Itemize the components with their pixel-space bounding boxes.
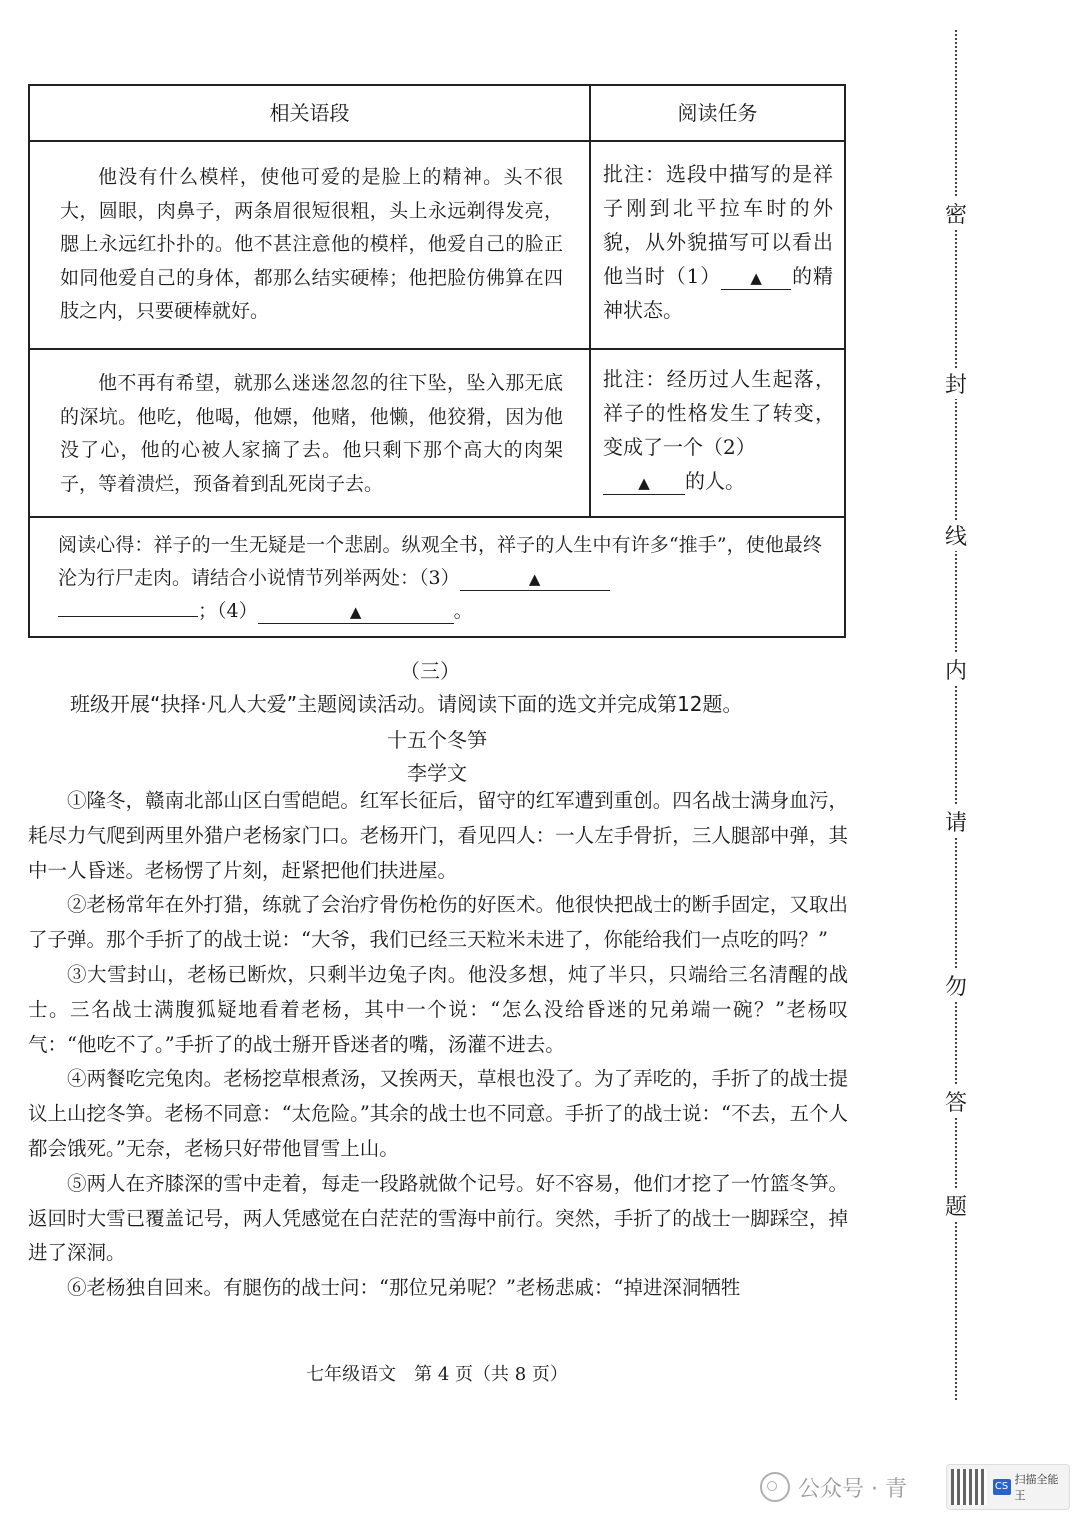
binding-char: 请 — [942, 806, 970, 837]
binding-char: 答 — [942, 1086, 970, 1117]
article-title: 十五个冬笋 — [387, 728, 487, 752]
triangle-marker-icon: ▲ — [638, 474, 650, 492]
wechat-icon — [760, 1472, 790, 1502]
task-row1-text: 批注：选段中描写的是祥子刚到北平拉车时的外貌，从外貌描写可以看出他当时（1） — [603, 162, 833, 288]
paragraph: ⑥老杨独自回来。有腿伤的战士问：“那位兄弟呢？”老杨悲戚：“掉进深洞牺牲 — [67, 1276, 741, 1300]
binding-char: 密 — [942, 198, 970, 229]
paragraph: ④两餐吃完兔肉。老杨挖草根煮汤，又挨两天，草根也没了。为了弄吃的，手折了的战士提议上山挖冬笋。老杨不同意：“太危险。”其余的战士也不同意。手折了的战士说：“不去，五个人都会饿死。”无奈，老杨只好带他冒雪上山。 — [28, 1067, 848, 1160]
qr-code-icon — [951, 1469, 987, 1505]
triangle-marker-icon: ▲ — [528, 570, 541, 588]
answer-blank-3-continued[interactable] — [58, 616, 198, 617]
triangle-marker-icon: ▲ — [750, 269, 762, 287]
table-divider — [30, 516, 844, 518]
paragraph: ②老杨常年在外打猎，练就了会治疗骨伤枪伤的好医术。他很快把战士的断手固定，又取出了子弹。那个手折了的战士说：“大爷，我们已经三天粒米未进了，你能给我们一点吃的吗？” — [28, 893, 848, 952]
stamp-label: 扫描全能王 — [1014, 1473, 1059, 1502]
section-heading: （三） — [400, 659, 460, 683]
reflection-separator: ；（4） — [198, 600, 258, 622]
passage-row2: 他不再有希望，就那么迷迷忽忽的往下坠，坠入那无底的深坑。他吃，他喝，他嫖，他赌，他懒，他狡猾，因为他没了心，他的心被人家摘了去。他只剩下那个高大的肉架子，等着溃烂，预备着到乱死岗子去。 — [60, 372, 563, 495]
answer-blank-2[interactable] — [603, 470, 685, 495]
table-divider — [30, 348, 844, 350]
page-footer: 七年级语文 第 4 页（共 8 页） — [306, 1364, 568, 1385]
task-row2 — [603, 362, 835, 498]
task-row2-text: 批注：经历过人生起落，祥子的性格发生了转变，变成了一个（2） — [603, 367, 835, 459]
binding-char: 内 — [942, 654, 970, 685]
binding-char: 线 — [942, 520, 970, 551]
task-row1-suffix: 的精神状态。 — [603, 264, 834, 322]
wechat-watermark — [760, 1462, 907, 1512]
reading-task-table — [28, 84, 846, 638]
binding-char: 封 — [942, 368, 970, 399]
triangle-marker-icon: ▲ — [349, 603, 362, 621]
answer-blank-1[interactable] — [721, 265, 791, 290]
camscanner-logo: CS — [993, 1479, 1011, 1495]
table-divider-vertical — [589, 86, 591, 518]
paragraph: ③大雪封山，老杨已断炊，只剩半边兔子肉。他没多想，炖了半只，只端给三名清醒的战士。三名战士满腹狐疑地看着老杨，其中一个说：“怎么没给昏迷的兄弟端一碗？”老杨叹气：“他吃不了。”手折了的战士掰开昏迷者的嘴，汤灌不进去。 — [28, 962, 848, 1056]
article-body — [28, 784, 848, 1306]
passage-row1: 他没有什么模样，使他可爱的是脸上的精神。头不很大，圆眼，肉鼻子，两条眉很短很粗，头上永远剃得发亮，腮上永远红扑扑的。他不甚注意他的模样，他爱自己的脸正如同他爱自己的身体，都那么结实硬棒；他把脸仿佛算在四肢之内，只要硬棒就好。 — [60, 166, 563, 322]
reading-reflection — [58, 529, 822, 628]
paragraph: ①隆冬，赣南北部山区白雪皑皑。红军长征后，留守的红军遭到重创。四名战士满身血污，耗尽力气爬到两里外猎户老杨家门口。老杨开门，看见四人：一人左手骨折，三人腿部中弹，其中一人昏迷。老杨愣了片刻，赶紧把他们扶进屋。 — [28, 789, 848, 882]
table-header-task: 阅读任务 — [677, 101, 758, 125]
paragraph: ⑤两人在齐膝深的雪中走着，每走一段路就做个记号。好不容易，他们才挖了一竹篮冬笋。返回时大雪已覆盖记号，两人凭感觉在白茫茫的雪海中前行。突然，手折了的战士一脚踩空，掉进了深洞。 — [28, 1171, 848, 1265]
table-divider — [30, 140, 844, 142]
answer-blank-3[interactable] — [460, 567, 610, 591]
article-author: 李学文 — [407, 761, 467, 785]
section-intro: 班级开展“抉择·凡人大爱”主题阅读活动。请阅读下面的选文并完成第12题。 — [70, 692, 743, 716]
task-row2-suffix: 的人。 — [685, 469, 745, 493]
binding-char: 题 — [942, 1190, 970, 1221]
task-row1 — [603, 157, 833, 327]
watermark-text: 公众号 · 青 — [798, 1476, 907, 1502]
scanner-stamp — [946, 1464, 1070, 1510]
answer-blank-4[interactable] — [258, 600, 454, 624]
reflection-end: 。 — [453, 600, 473, 622]
table-header-passage: 相关语段 — [269, 101, 350, 125]
binding-char: 勿 — [942, 970, 970, 1001]
reflection-text: 阅读心得：祥子的一生无疑是一个悲剧。纵观全书，祥子的人生中有许多“推手”，使他最终沦为行尸走肉。请结合小说情节列举两处：（3） — [58, 534, 822, 589]
